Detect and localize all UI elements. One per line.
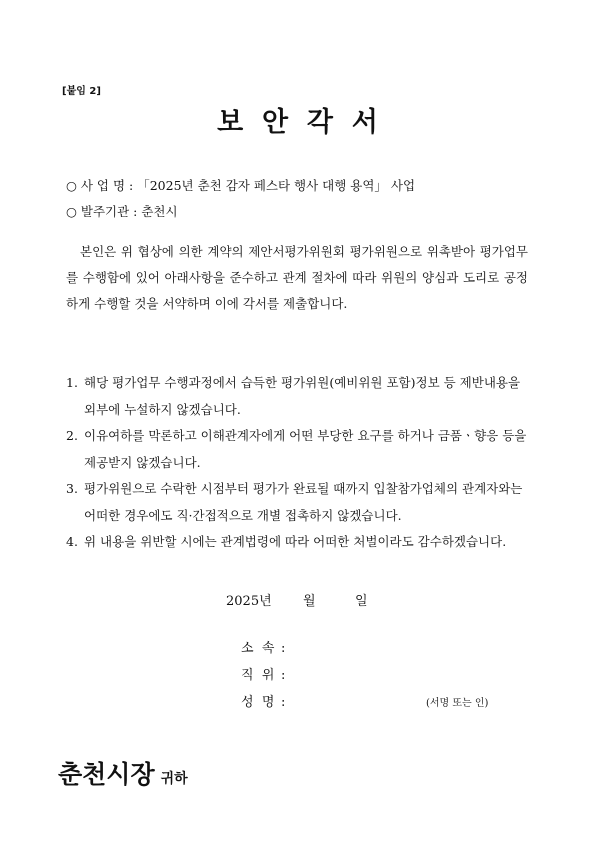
- attachment-label: [붙임 2]: [62, 86, 101, 97]
- item-number: 1.: [66, 375, 78, 390]
- date-day: 일: [355, 594, 368, 609]
- pledge-paragraph-text: 본인은 위 협상에 의한 계약의 제안서평가위원회 평가위원으로 위촉받아 평가업무를 수행함에 있어 아래사항을 준수하고 관계 절차에 따라 위원의 양심과 도리로 공정하게 수행할 것을 서약하며 이에 각서를 제출합니다.: [66, 244, 528, 311]
- item-text: 이유여하를 막론하고 이해관계자에게 어떤 부당한 요구를 하거나 금품ㆍ향응 등을 제공받지 않겠습니다.: [84, 428, 527, 470]
- item-number: 4.: [66, 534, 78, 549]
- pledge-items-list: [66, 370, 536, 556]
- position-colon: :: [281, 668, 286, 683]
- list-item: [66, 476, 536, 529]
- affiliation-label: 소 속: [241, 641, 275, 656]
- project-name-line: ○ 사 업 명 : 「2025년 춘천 감자 페스타 행사 대행 용역」 사업: [66, 178, 416, 193]
- item-number: 3.: [66, 481, 78, 496]
- list-item: [66, 423, 536, 476]
- recipient-name: 춘천시장: [58, 760, 155, 789]
- position-label: 직 위: [241, 668, 275, 683]
- list-item: [66, 370, 536, 423]
- item-text: 해당 평가업무 수행과정에서 습득한 평가위원(예비위원 포함)정보 등 제반내용을 외부에 누설하지 않겠습니다.: [84, 375, 521, 417]
- date-month: 월: [303, 594, 316, 609]
- document-title: 보 안 각 서: [217, 107, 378, 138]
- name-colon: :: [281, 695, 286, 710]
- list-item: [66, 529, 536, 556]
- position-row: [241, 664, 297, 683]
- name-label: 성 명: [241, 695, 275, 710]
- name-row: [241, 691, 297, 710]
- affiliation-row: [241, 637, 297, 656]
- recipient: [58, 755, 188, 791]
- recipient-suffix: 귀하: [160, 771, 188, 787]
- date-year: 2025년: [226, 594, 272, 609]
- pledge-paragraph: [66, 239, 528, 317]
- item-text: 위 내용을 위반할 시에는 관계법령에 따라 어떠한 처벌이라도 감수하겠습니다.: [84, 534, 507, 549]
- item-text: 평가위원으로 수락한 시점부터 평가가 완료될 때까지 입찰참가업체의 관계자와는 어떠한 경우에도 직·간접적으로 개별 접촉하지 않겠습니다.: [84, 481, 523, 523]
- signature-seal-note: (서명 또는 인): [426, 698, 489, 709]
- ordering-agency-line: ○ 발주기관 : 춘천시: [66, 204, 178, 219]
- affiliation-colon: :: [281, 641, 286, 656]
- item-number: 2.: [66, 428, 78, 443]
